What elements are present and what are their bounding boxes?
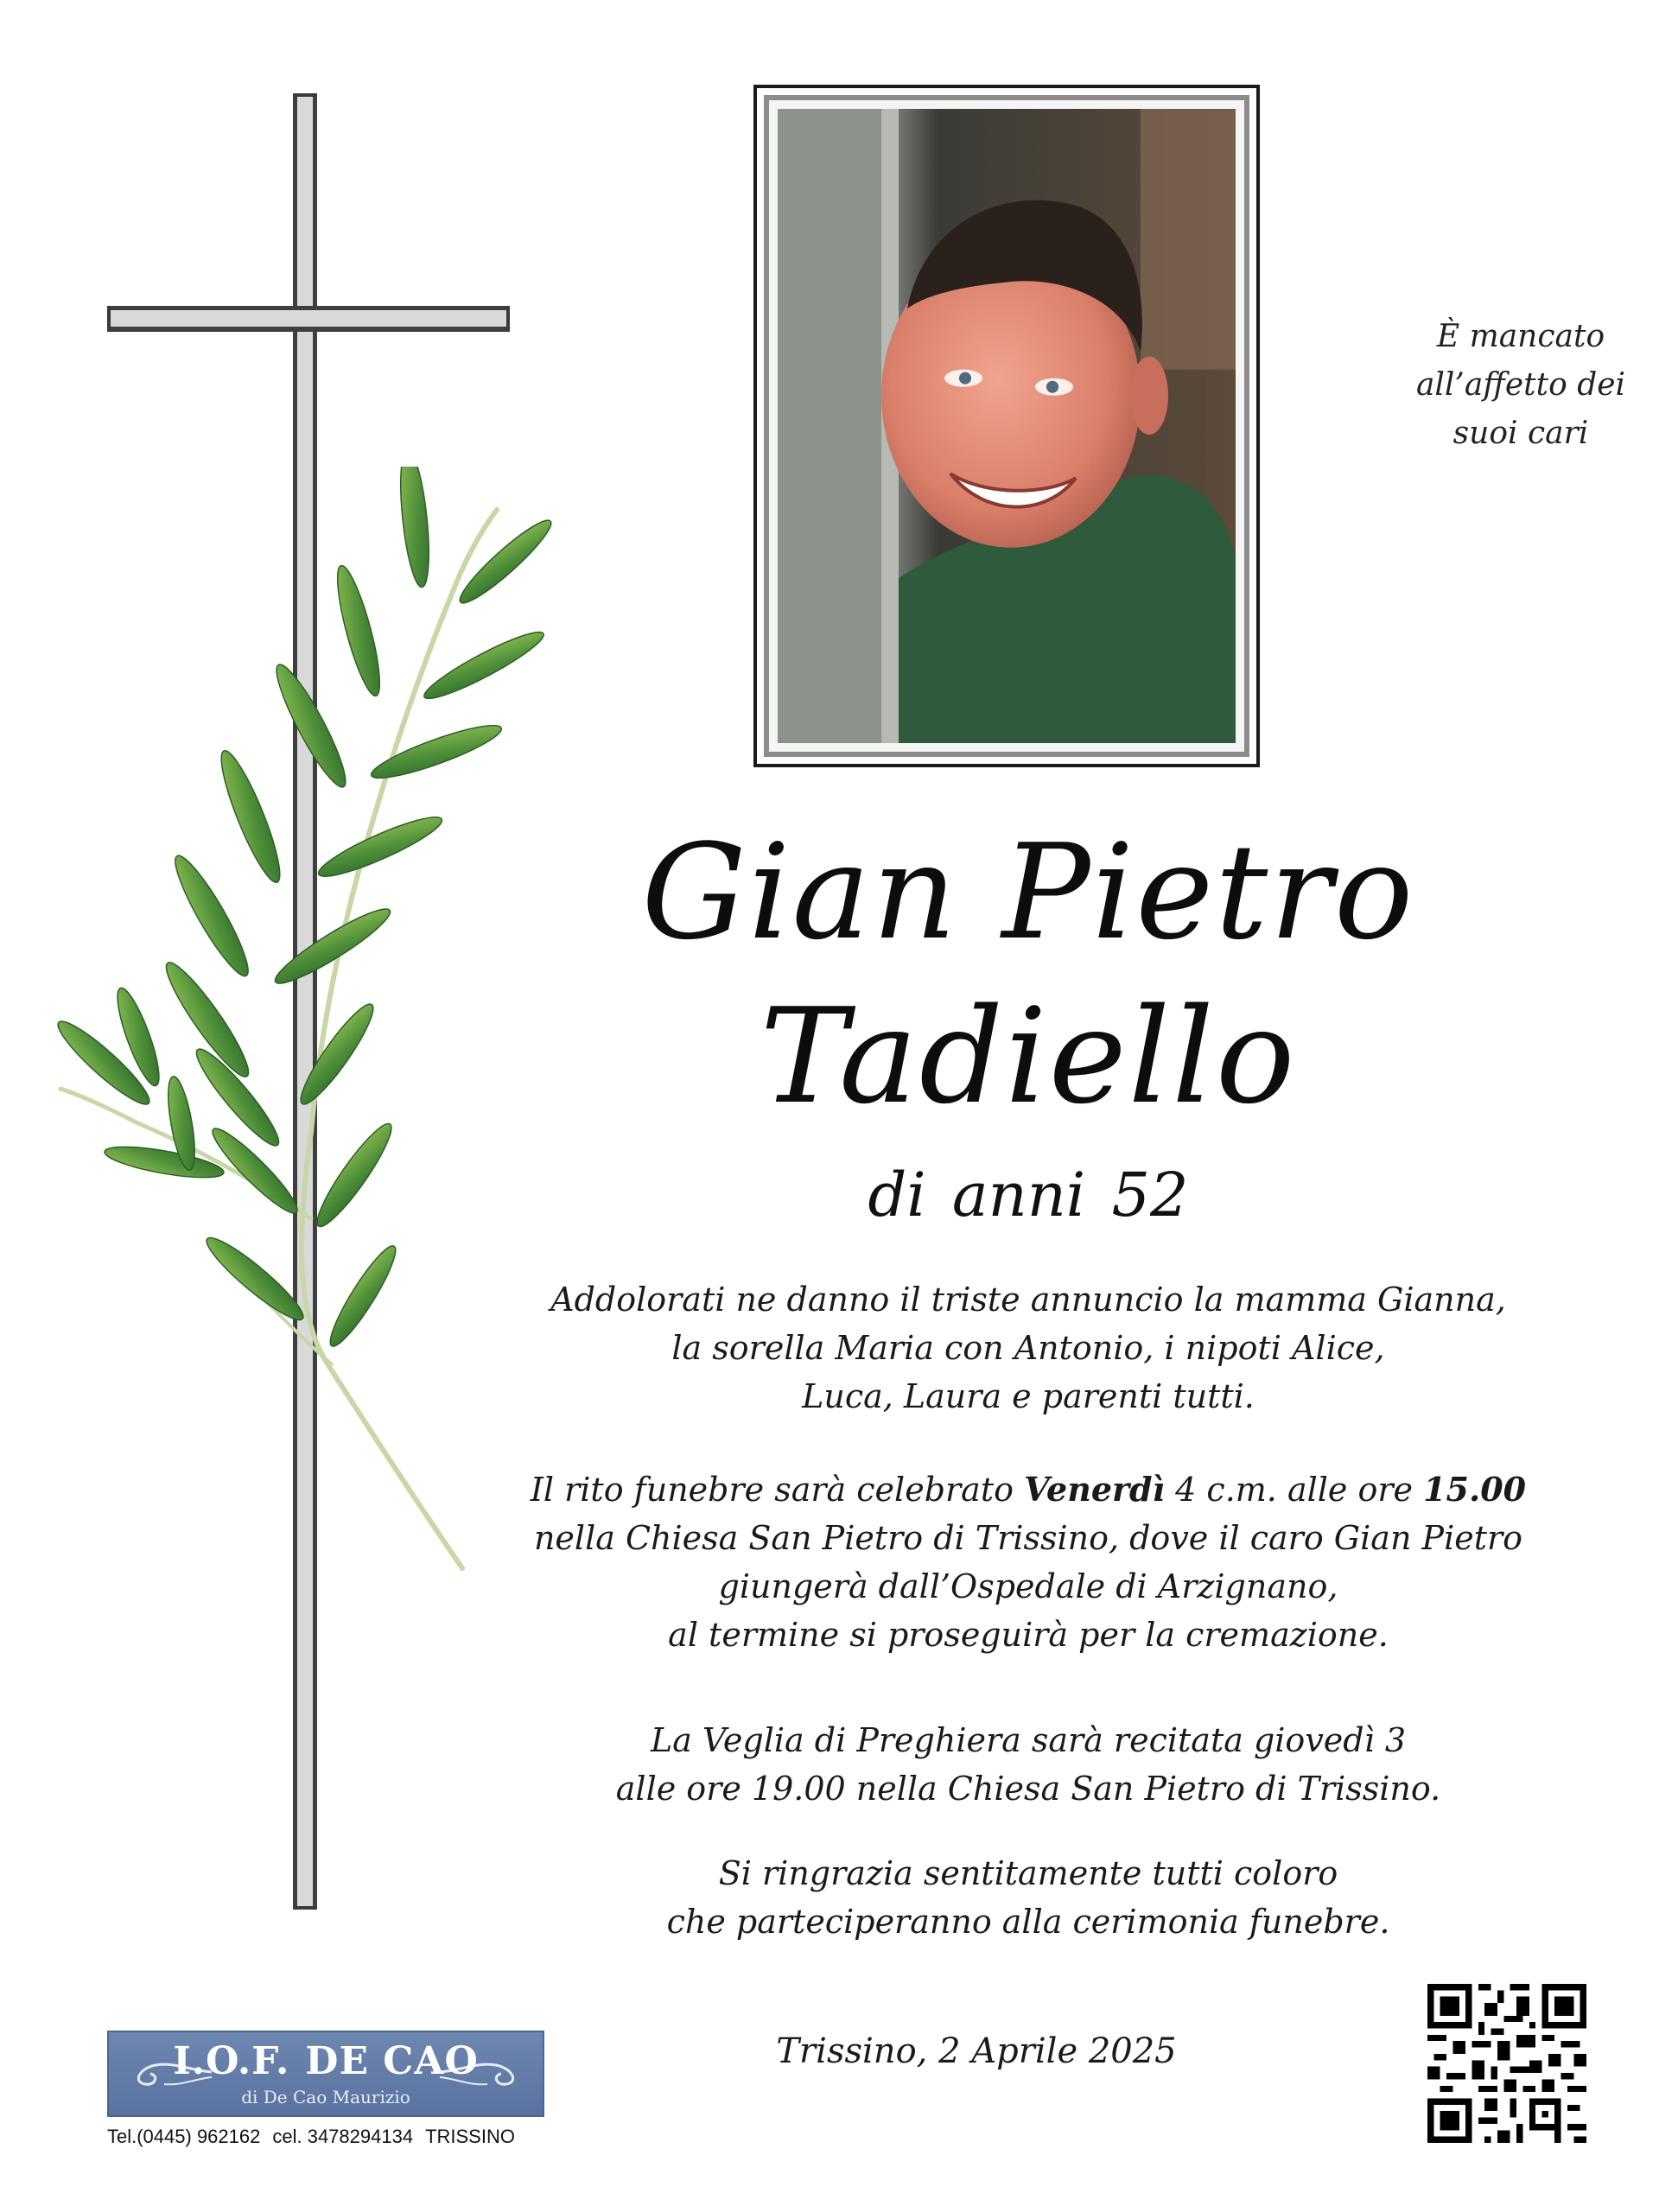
side-note (1382, 313, 1659, 458)
announcement-line: la sorella Maria con Antonio, i nipoti Alice, (671, 1329, 1385, 1367)
announcement-paragraph (484, 1275, 1573, 1421)
funeral-text: 4 c.m. alle ore (1165, 1471, 1424, 1509)
side-note-line: suoi cari (1452, 416, 1589, 451)
funeral-text: Il rito funebre sarà celebrato (530, 1471, 1025, 1509)
portrait-photo-frame (753, 85, 1260, 767)
funeral-line: giungerà dall’Ospedale di Arzignano, (718, 1567, 1338, 1605)
funeral-home-name (109, 2037, 543, 2086)
funeral-home-name-part: I.O.F. (173, 2039, 290, 2083)
age-line (726, 1156, 1331, 1234)
place-date: Trissino, 2 Aprile 2025 (776, 2031, 1177, 2071)
funeral-home-name-part: DE CAO (305, 2039, 479, 2083)
vigil-paragraph (484, 1716, 1573, 1813)
deceased-first-name: Gian Pietro (641, 816, 1415, 969)
announcement-line: Addolorati ne danno il triste annuncio la mamma Gianna, (550, 1281, 1506, 1319)
funeral-home-subtitle: di De Cao Maurizio (241, 2087, 410, 2107)
funeral-home-logo (107, 2031, 544, 2117)
cross-arm (107, 306, 510, 332)
funeral-time: 15.00 (1423, 1470, 1527, 1509)
cell-number: cel. 3478294134 (272, 2126, 414, 2147)
olive-branch-icon (35, 467, 570, 1607)
announcement-line: Luca, Laura e parenti tutti. (802, 1377, 1255, 1415)
age-label: di anni (868, 1160, 1086, 1230)
city: TRISSINO (425, 2126, 515, 2147)
phone-number: Tel.(0445) 962162 (107, 2126, 261, 2147)
funeral-home-contacts (107, 2124, 556, 2150)
thanks-line: Si ringrazia sentitamente tutti coloro (718, 1854, 1338, 1892)
deceased-last-name: Tadiello (760, 980, 1297, 1133)
funeral-line: nella Chiesa San Pietro di Trissino, dove il caro Gian Pietro (533, 1519, 1523, 1557)
age-value: 52 (1111, 1160, 1189, 1230)
vigil-line: alle ore 19.00 nella Chiesa San Pietro di Trissino. (615, 1770, 1441, 1808)
side-note-line: all’affetto dei (1415, 367, 1626, 403)
funeral-line: al termine si proseguirà per la cremazione. (668, 1616, 1389, 1654)
vigil-line: La Veglia di Preghiera sarà recitata giovedì 3 (650, 1721, 1407, 1759)
funeral-line (484, 1465, 1573, 1514)
funeral-paragraph (484, 1465, 1573, 1659)
photo-inner-border (764, 95, 1249, 757)
qr-code-icon (1427, 1984, 1586, 2143)
portrait-photo (778, 109, 1236, 743)
thanks-paragraph (484, 1849, 1573, 1946)
thanks-line: che parteciperanno alla cerimonia funebre. (666, 1903, 1390, 1941)
funeral-day: Venerdì (1024, 1470, 1166, 1509)
side-note-line: È mancato (1436, 319, 1605, 354)
